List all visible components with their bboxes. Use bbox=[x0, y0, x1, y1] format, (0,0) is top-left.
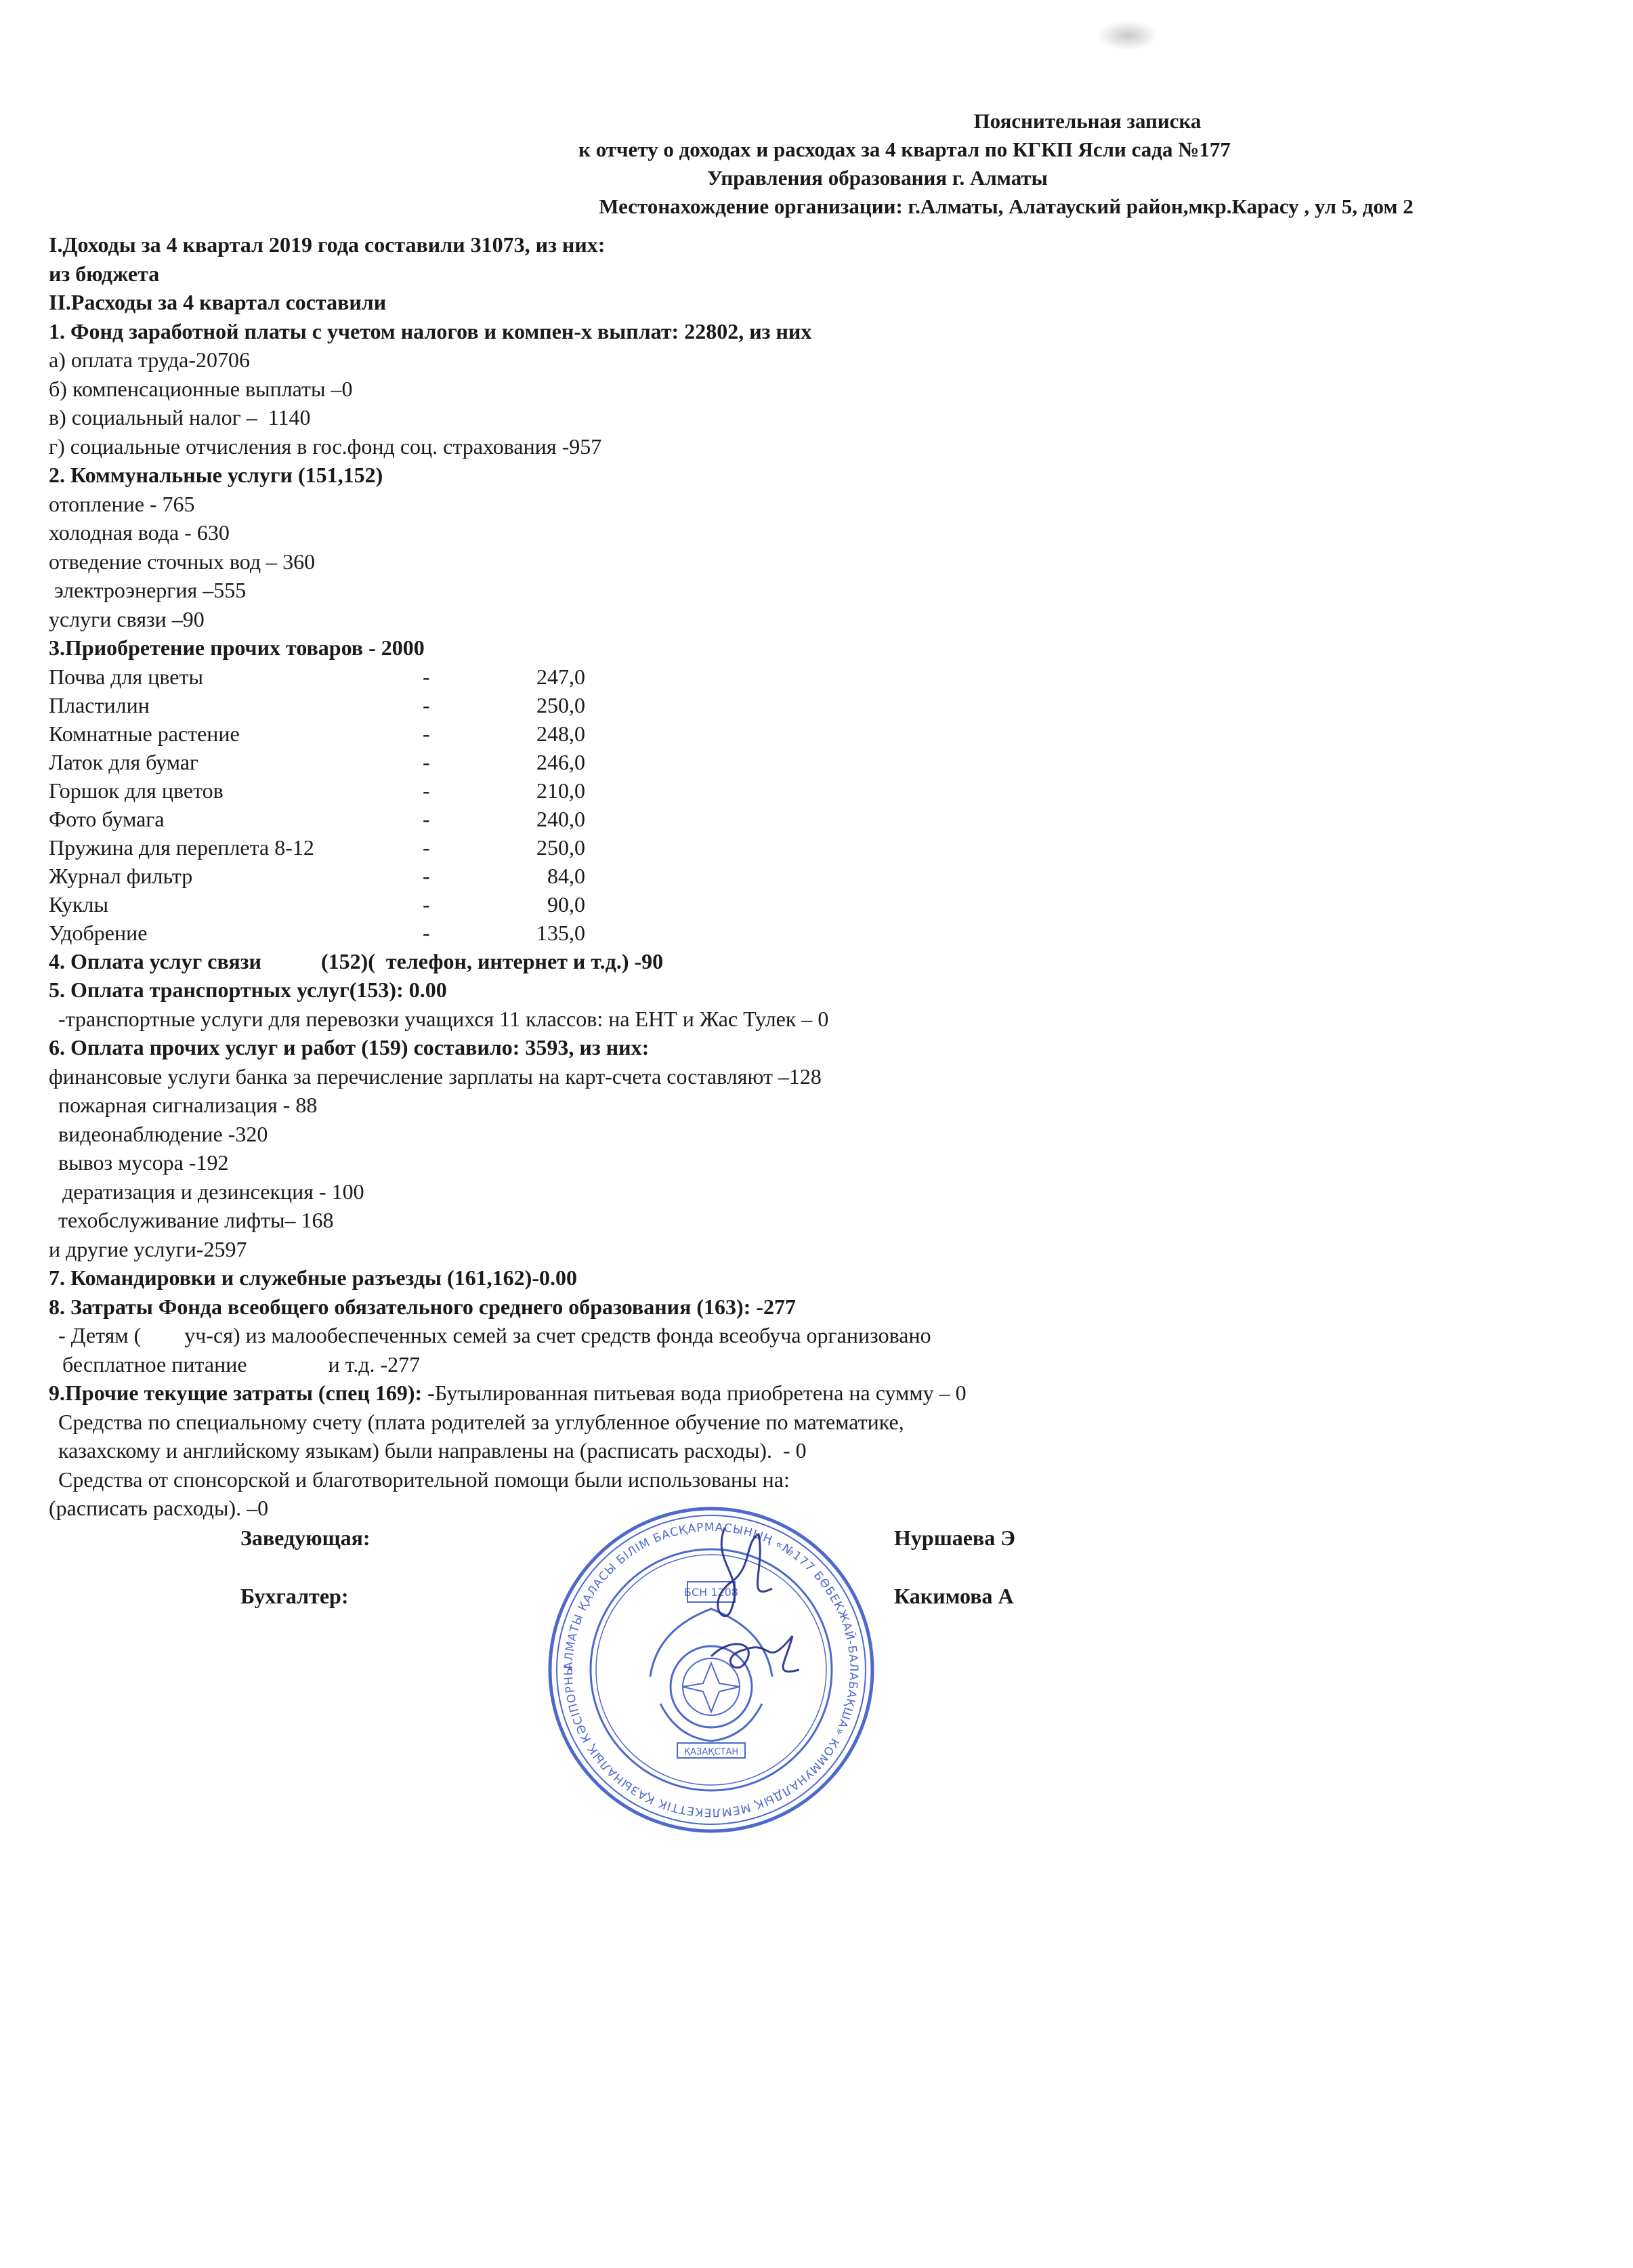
goods-dash: - bbox=[423, 692, 430, 717]
goods-value: 135,0 bbox=[536, 920, 585, 945]
section-2-item: электроэнергия –555 bbox=[54, 578, 247, 602]
section-2-item: отведение сточных вод – 360 bbox=[49, 549, 316, 574]
section-9-heading-rest: Бутылированная питьевая вода приобретена на сумму – 0 bbox=[434, 1381, 967, 1405]
section-6-item: и другие услуги-2597 bbox=[49, 1236, 247, 1261]
section-9-item: Средства от спонсорской и благотворительной помощи были использованы на: bbox=[58, 1467, 790, 1492]
svg-text:АЛМАТЫ ҚАЛАСЫ БІЛІМ БАСҚАРМАСЫ: АЛМАТЫ ҚАЛАСЫ БІЛІМ БАСҚАРМАСЫНЫҢ «№177 БӨБЕКЖАЙ-БАЛАБАҚША» КОММУНАЛДЫҚ МЕМЛЕКЕТТІК ҚАЗЫНАЛЫҚ КӘСІПОРНЫ bbox=[561, 1520, 861, 1820]
goods-value: 90,0 bbox=[547, 891, 585, 917]
svg-text:ҚАЗАҚСТАН: ҚАЗАҚСТАН bbox=[683, 1747, 739, 1757]
section-6-item: финансовые услуги банка за перечисление зарплаты на карт-счета составляют –128 bbox=[49, 1064, 822, 1089]
section-2-heading: 2. Коммунальные услуги (151,152) bbox=[49, 463, 383, 487]
goods-dash: - bbox=[423, 664, 430, 689]
section-9-heading-bold: 9.Прочие текущие затраты (спец 169): - bbox=[49, 1381, 435, 1405]
accountant-label: Бухгалтер: bbox=[240, 1584, 349, 1608]
goods-row bbox=[49, 663, 726, 691]
section-7-heading: 7. Командировки и служебные разъезды (161,162)-0.00 bbox=[49, 1265, 577, 1290]
report-subtitle: к отчету о доходах и расходах за 4 квартал по КГКП Ясли сада №177 bbox=[578, 138, 1231, 161]
goods-dash: - bbox=[423, 778, 430, 803]
section-1-item: г) социальные отчисления в гос.фонд соц. страхования -957 bbox=[49, 434, 602, 459]
scan-smudge bbox=[1097, 20, 1158, 51]
section-9-item: Средства по специальному счету (плата родителей за углубленное обучение по математике, bbox=[58, 1409, 904, 1434]
goods-row bbox=[49, 890, 726, 919]
goods-row bbox=[49, 919, 726, 947]
goods-row bbox=[49, 862, 726, 890]
document-header bbox=[0, 107, 1633, 221]
goods-dash: - bbox=[423, 891, 430, 917]
goods-row bbox=[49, 691, 726, 719]
section-6-item: вывоз мусора -192 bbox=[58, 1150, 229, 1175]
goods-name: Пружина для переплета 8-12 bbox=[49, 835, 314, 860]
section-9-item: казахскому и английскому языкам) были направлены на (расписать расходы). - 0 bbox=[58, 1438, 807, 1463]
section-3-heading: 3.Приобретение прочих товаров - 2000 bbox=[49, 635, 425, 660]
section-1-item: б) компенсационные выплаты –0 bbox=[49, 376, 353, 401]
goods-list bbox=[49, 663, 726, 947]
goods-dash: - bbox=[423, 863, 430, 888]
goods-value: 250,0 bbox=[536, 692, 585, 717]
document-body bbox=[49, 230, 1539, 1523]
goods-dash: - bbox=[423, 806, 430, 831]
goods-name: Почва для цветы bbox=[49, 664, 203, 689]
goods-value: 84,0 bbox=[547, 863, 585, 888]
section-1-item: в) социальный налог – 1140 bbox=[49, 405, 311, 429]
goods-dash: - bbox=[423, 721, 430, 746]
goods-name: Куклы bbox=[49, 891, 108, 917]
goods-value: 246,0 bbox=[536, 749, 585, 774]
goods-name: Латок для бумаг bbox=[49, 749, 199, 774]
official-stamp bbox=[542, 1500, 881, 1839]
goods-name: Фото бумага bbox=[49, 806, 165, 831]
goods-row bbox=[49, 805, 726, 833]
goods-name: Горшок для цветов bbox=[49, 778, 224, 803]
section-6-item: видеонаблюдение -320 bbox=[58, 1121, 268, 1146]
section-5-heading: 5. Оплата транспортных услуг(153): 0.00 bbox=[49, 978, 447, 1002]
section-9-item: (расписать расходы). –0 bbox=[49, 1496, 269, 1520]
section-8-heading: 8. Затраты Фонда всеобщего обязательного среднего образования (163): -277 bbox=[49, 1294, 796, 1319]
goods-name: Удобрение bbox=[49, 920, 148, 945]
section-2-item: отопление - 765 bbox=[49, 491, 195, 516]
goods-name: Комнатные растение bbox=[49, 721, 240, 746]
section-4-heading: 4. Оплата услуг связи (152)( телефон, интернет и т.д.) -90 bbox=[49, 948, 664, 973]
section-2-item: холодная вода - 630 bbox=[49, 520, 230, 545]
goods-row bbox=[49, 748, 726, 776]
accountant-name: Какимова А bbox=[894, 1584, 1014, 1608]
section-6-item: техобслуживание лифты– 168 bbox=[58, 1208, 334, 1232]
section-8-item: - Детям ( уч-ся) из малообеспеченных семей за счет средств фонда всеобуча организовано bbox=[58, 1323, 931, 1347]
department-line: Управления образования г. Алматы bbox=[707, 166, 1048, 190]
location-line: Местонахождение организации: г.Алматы, Алатауский район,мкр.Карасу , ул 5, дом 2 bbox=[599, 194, 1414, 218]
stamp-graphic bbox=[542, 1500, 881, 1839]
head-label: Заведующая: bbox=[240, 1526, 370, 1550]
section-6-heading: 6. Оплата прочих услуг и работ (159) составило: 3593, из них: bbox=[49, 1035, 650, 1059]
goods-name: Пластилин bbox=[49, 692, 150, 717]
section-1-item: а) оплата труда-20706 bbox=[49, 348, 250, 372]
goods-value: 210,0 bbox=[536, 778, 585, 803]
section-6-item: дератизация и дезинсекция - 100 bbox=[62, 1179, 364, 1204]
goods-value: 240,0 bbox=[536, 806, 585, 831]
section-2-item: услуги связи –90 bbox=[49, 606, 205, 631]
section-1-heading: 1. Фонд заработной платы с учетом налогов и компен-х выплат: 22802, из них bbox=[49, 318, 812, 343]
goods-value: 248,0 bbox=[536, 721, 585, 746]
goods-dash: - bbox=[423, 749, 430, 774]
income-source: из бюджета bbox=[49, 261, 160, 286]
goods-value: 250,0 bbox=[536, 835, 585, 860]
section-9-heading bbox=[49, 1379, 1539, 1408]
goods-dash: - bbox=[423, 920, 430, 945]
income-heading: I.Доходы за 4 квартал 2019 года составили 31073, из них: bbox=[49, 232, 606, 257]
goods-value: 247,0 bbox=[536, 664, 585, 689]
svg-text:БСН 1208: БСН 1208 bbox=[684, 1586, 738, 1599]
section-6-item: пожарная сигнализация - 88 bbox=[58, 1093, 318, 1117]
document-title: Пояснительная записка bbox=[973, 109, 1202, 133]
expenses-heading: II.Расходы за 4 квартал составили bbox=[49, 290, 387, 314]
goods-row bbox=[49, 833, 726, 862]
goods-name: Журнал фильтр bbox=[49, 863, 193, 888]
section-8-item: бесплатное питание и т.д. -277 bbox=[62, 1351, 421, 1377]
head-name: Нуршаева Э bbox=[894, 1526, 1015, 1550]
section-5-item: -транспортные услуги для перевозки учащихся 11 классов: на ЕНТ и Жас Тулек – 0 bbox=[58, 1006, 829, 1031]
goods-row bbox=[49, 776, 726, 805]
goods-dash: - bbox=[423, 835, 430, 860]
goods-row bbox=[49, 719, 726, 748]
